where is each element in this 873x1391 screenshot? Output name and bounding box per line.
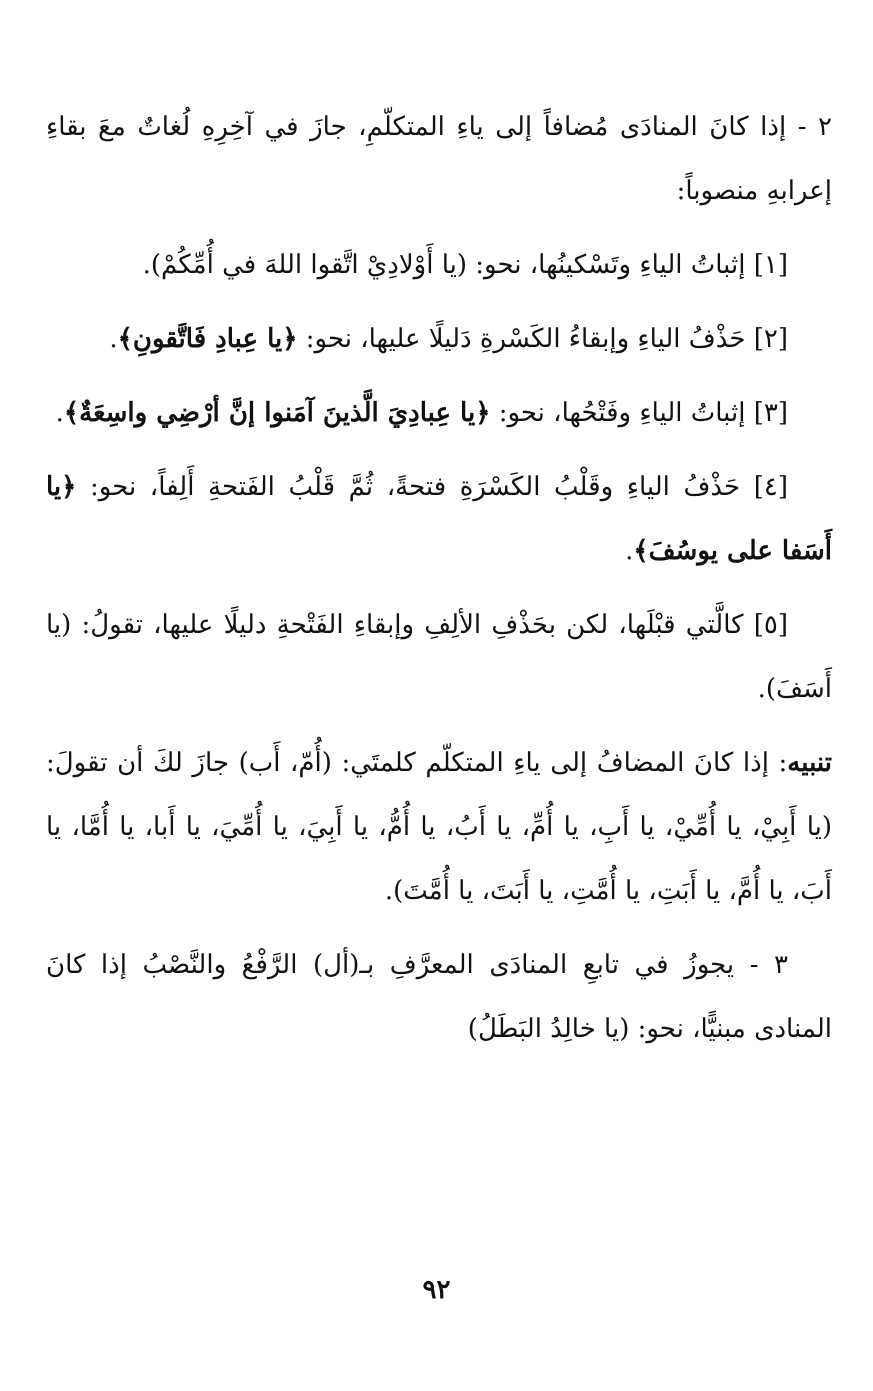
quran-quote: ﴿يا عِبادِ فَاتَّقونِ﴾ [117,324,298,354]
option-2-end: . [109,324,118,354]
paragraph-option-1 [46,233,832,297]
option-1-text: [١] إثباتُ الياءِ وتَسْكينُها، نحو: (يا أَوْلادِيْ اتَّقوا اللهَ في أُمِّكُمْ). [142,250,788,280]
note-text: : إذا كانَ المضافُ إلى ياءِ المتكلّم كلمتَي: (أُمّ، أَب) جازَ لكَ أن تقولَ: (يا أَبِيْ، يا أُمِّيْ، يا أَبِ، يا أُمِّ، يا أَبُ، يا أُمُّ، يا أَبِيَ، يا أُمِّيَ، يا أَبا، يا أُمَّا، يا أَبَ، يا أُمَّ، يا أَبَتِ، يا أُمَّتِ، يا أَبَتَ، يا أُمَّتَ). [46,748,832,906]
option-2-text: [٢] حَذْفُ الياءِ وإبقاءُ الكَسْرةِ دَليلًا عليها، نحو: [297,324,788,354]
quran-quote: ﴿يا عِبادِيَ الَّذينَ آمَنوا إنَّ أرْضِي واسِعَةٌ﴾ [63,398,491,428]
paragraph-rule-3 [46,933,832,1061]
page-body [46,95,832,1071]
rule-2-text: ٢ - إذا كانَ المنادَى مُضافاً إلى ياءِ المتكلّمِ، جازَ في آخِرِهِ لُغاتٌ معَ بقاءِ إعرابهِ منصوباً: [46,112,832,206]
paragraph-option-5 [46,593,832,721]
option-3-end: . [55,398,64,428]
option-4-end: . [625,536,634,566]
quran-quote: ﴿يا أَسَفا على يوسُفَ﴾ [46,472,832,566]
page-number: ٩٢ [422,1275,451,1305]
paragraph-option-4 [46,455,832,583]
rule-3-text: ٣ - يجوزُ في تابعِ المنادَى المعرَّفِ بـ(أل) الرَّفْعُ والنَّصْبُ إذا كانَ المنادى مبنيًّا، نحو: (يا خالِدُ البَطَلُ) [46,950,832,1044]
paragraph-option-3 [46,381,832,445]
note-label: تنبيه [787,748,832,778]
option-3-text: [٣] إثباتُ الياءِ وفَتْحُها، نحو: [490,398,788,428]
paragraph-option-2 [46,307,832,371]
paragraph-rule-2 [46,95,832,223]
option-5-text: [٥] كالَّتي قبْلَها، لكن بحَذْفِ الألِفِ وإبقاءِ الفَتْحةِ دليلًا عليها، تقولُ: (يا أَسَفَ). [46,610,832,704]
paragraph-note [46,731,832,923]
option-4-text: [٤] حَذْفُ الياءِ وقَلْبُ الكَسْرَةِ فتحةً، ثُمَّ قَلْبُ الفَتحةِ أَلِفاً، نحو: [76,472,788,502]
